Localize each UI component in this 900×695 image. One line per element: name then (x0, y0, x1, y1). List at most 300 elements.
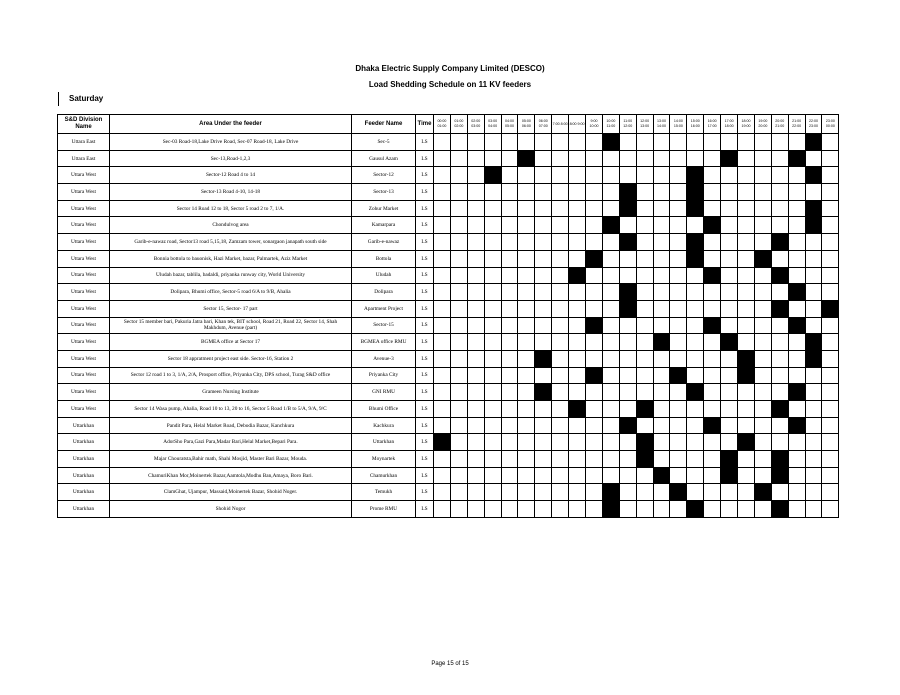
shedding-slot-cell (771, 451, 788, 468)
slot-cell (754, 200, 771, 217)
division-cell: Uttara West (58, 184, 110, 201)
time-slot-header: 14:00 15:00 (670, 115, 687, 134)
slot-cell (653, 234, 670, 251)
slot-cell (653, 501, 670, 518)
slot-cell (670, 451, 687, 468)
slot-cell (484, 134, 501, 151)
slot-cell (450, 467, 467, 484)
slot-cell (636, 384, 653, 401)
slot-cell (434, 234, 451, 251)
slot-cell (434, 484, 451, 501)
slot-cell (721, 250, 738, 267)
shedding-slot-cell (738, 434, 755, 451)
time-cell: LS (416, 234, 434, 251)
slot-cell (822, 401, 839, 418)
slot-cell (569, 384, 586, 401)
slot-cell (552, 451, 569, 468)
slot-cell (822, 167, 839, 184)
time-slot-header: 18:00 19:00 (738, 115, 755, 134)
slot-cell (484, 401, 501, 418)
slot-cell (450, 350, 467, 367)
division-cell: Uttara West (58, 350, 110, 367)
slot-cell (805, 250, 822, 267)
slot-cell (738, 484, 755, 501)
slot-cell (822, 484, 839, 501)
slot-cell (670, 317, 687, 334)
slot-cell (822, 250, 839, 267)
time-cell: LS (416, 467, 434, 484)
area-cell: Chondulvog area (110, 217, 352, 234)
slot-cell (754, 501, 771, 518)
slot-cell (535, 367, 552, 384)
table-row (58, 401, 839, 418)
slot-cell (738, 300, 755, 317)
slot-cell (586, 167, 603, 184)
slot-cell (450, 267, 467, 284)
header-row (58, 115, 839, 134)
slot-cell (754, 350, 771, 367)
slot-cell (450, 401, 467, 418)
time-slot-header: 10:00 11:00 (602, 115, 619, 134)
feeder-cell: Sec-5 (352, 134, 416, 151)
slot-cell (771, 184, 788, 201)
shedding-slot-cell (687, 250, 704, 267)
shedding-slot-cell (721, 150, 738, 167)
slot-cell (687, 150, 704, 167)
table-row (58, 384, 839, 401)
slot-cell (636, 300, 653, 317)
shedding-slot-cell (535, 384, 552, 401)
slot-cell (721, 134, 738, 151)
slot-cell (636, 200, 653, 217)
feeder-cell: Uludah (352, 267, 416, 284)
slot-cell (569, 284, 586, 301)
slot-cell (586, 234, 603, 251)
time-cell: LS (416, 150, 434, 167)
shedding-slot-cell (788, 284, 805, 301)
slot-cell (434, 150, 451, 167)
slot-cell (518, 200, 535, 217)
slot-cell (569, 317, 586, 334)
slot-cell (636, 417, 653, 434)
slot-cell (535, 150, 552, 167)
slot-cell (771, 384, 788, 401)
slot-cell (771, 217, 788, 234)
slot-cell (704, 167, 721, 184)
slot-cell (721, 300, 738, 317)
slot-cell (670, 250, 687, 267)
area-cell: Dolipara, Bhumi office, Sector-5 road 6/A to 9/B, Ahalia (110, 284, 352, 301)
slot-cell (552, 367, 569, 384)
slot-cell (788, 451, 805, 468)
division-cell: Uttara West (58, 300, 110, 317)
slot-cell (586, 200, 603, 217)
slot-cell (687, 467, 704, 484)
shedding-slot-cell (518, 150, 535, 167)
slot-cell (721, 367, 738, 384)
slot-cell (822, 217, 839, 234)
time-slot-header: 9:00 10:00 (586, 115, 603, 134)
slot-cell (501, 367, 518, 384)
slot-cell (467, 417, 484, 434)
slot-cell (771, 200, 788, 217)
slot-cell (501, 467, 518, 484)
slot-cell (687, 434, 704, 451)
slot-cell (687, 267, 704, 284)
slot-cell (586, 501, 603, 518)
slot-cell (619, 217, 636, 234)
shedding-slot-cell (687, 501, 704, 518)
slot-cell (501, 434, 518, 451)
column-header-feeder: Feeder Name (352, 115, 416, 134)
slot-cell (788, 484, 805, 501)
slot-cell (636, 484, 653, 501)
slot-cell (619, 434, 636, 451)
slot-cell (754, 234, 771, 251)
slot-cell (788, 300, 805, 317)
shedding-slot-cell (569, 401, 586, 418)
slot-cell (569, 451, 586, 468)
shedding-slot-cell (771, 467, 788, 484)
time-slot-header: 20:00 21:00 (771, 115, 788, 134)
slot-cell (586, 467, 603, 484)
shedding-slot-cell (687, 184, 704, 201)
slot-cell (805, 300, 822, 317)
shedding-slot-cell (704, 217, 721, 234)
slot-cell (721, 401, 738, 418)
slot-cell (535, 267, 552, 284)
slot-cell (501, 200, 518, 217)
slot-cell (754, 467, 771, 484)
slot-cell (653, 367, 670, 384)
division-cell: Uttara West (58, 284, 110, 301)
slot-cell (619, 384, 636, 401)
slot-cell (535, 284, 552, 301)
slot-cell (602, 334, 619, 351)
slot-cell (636, 134, 653, 151)
slot-cell (569, 217, 586, 234)
slot-cell (687, 451, 704, 468)
slot-cell (467, 467, 484, 484)
shedding-slot-cell (687, 234, 704, 251)
shedding-slot-cell (619, 184, 636, 201)
slot-cell (738, 200, 755, 217)
shedding-slot-cell (805, 334, 822, 351)
slot-cell (467, 501, 484, 518)
slot-cell (738, 234, 755, 251)
slot-cell (586, 334, 603, 351)
division-cell: Uttara West (58, 234, 110, 251)
shedding-slot-cell (602, 484, 619, 501)
slot-cell (484, 234, 501, 251)
feeder-cell: Sector-13 (352, 184, 416, 201)
slot-cell (822, 367, 839, 384)
time-slot-header: 01:00 02:00 (450, 115, 467, 134)
slot-cell (552, 401, 569, 418)
slot-cell (434, 417, 451, 434)
slot-cell (788, 217, 805, 234)
time-slot-header: 17:00 18:00 (721, 115, 738, 134)
slot-cell (434, 134, 451, 151)
slot-cell (602, 267, 619, 284)
shedding-slot-cell (771, 401, 788, 418)
slot-cell (670, 200, 687, 217)
time-cell: LS (416, 267, 434, 284)
slot-cell (450, 484, 467, 501)
slot-cell (467, 250, 484, 267)
feeder-cell: Moynartek (352, 451, 416, 468)
slot-cell (653, 384, 670, 401)
slot-cell (434, 300, 451, 317)
slot-cell (484, 434, 501, 451)
slot-cell (535, 501, 552, 518)
slot-cell (518, 451, 535, 468)
slot-cell (721, 501, 738, 518)
time-cell: LS (416, 484, 434, 501)
slot-cell (653, 150, 670, 167)
slot-cell (653, 267, 670, 284)
shedding-slot-cell (721, 467, 738, 484)
shedding-slot-cell (602, 217, 619, 234)
feeder-cell: Bhumi Office (352, 401, 416, 418)
feeder-cell: Garib-e-nawaz (352, 234, 416, 251)
slot-cell (450, 384, 467, 401)
slot-cell (670, 350, 687, 367)
slot-cell (704, 401, 721, 418)
slot-cell (518, 234, 535, 251)
slot-cell (653, 217, 670, 234)
slot-cell (501, 267, 518, 284)
slot-cell (484, 334, 501, 351)
division-cell: Uttarkhan (58, 501, 110, 518)
slot-cell (754, 150, 771, 167)
time-cell: LS (416, 401, 434, 418)
shedding-slot-cell (721, 334, 738, 351)
feeder-cell: Bottola (352, 250, 416, 267)
area-cell: Sector 14 Road 12 to 18, Sector 5 road 2 to 7, 1/A. (110, 200, 352, 217)
table-row (58, 417, 839, 434)
slot-cell (450, 284, 467, 301)
slot-cell (552, 467, 569, 484)
slot-cell (501, 501, 518, 518)
slot-cell (771, 434, 788, 451)
slot-cell (501, 184, 518, 201)
shedding-slot-cell (653, 334, 670, 351)
slot-cell (586, 150, 603, 167)
slot-cell (552, 167, 569, 184)
time-slot-header: 7:00 8:00 (552, 115, 569, 134)
slot-cell (518, 317, 535, 334)
division-cell: Uttara West (58, 401, 110, 418)
slot-cell (822, 434, 839, 451)
slot-cell (467, 284, 484, 301)
feeder-cell: Gausul Azam (352, 150, 416, 167)
slot-cell (552, 200, 569, 217)
slot-cell (552, 250, 569, 267)
slot-cell (586, 217, 603, 234)
slot-cell (687, 134, 704, 151)
slot-cell (822, 317, 839, 334)
slot-cell (704, 501, 721, 518)
shedding-slot-cell (619, 234, 636, 251)
slot-cell (535, 467, 552, 484)
slot-cell (569, 150, 586, 167)
slot-cell (586, 484, 603, 501)
slot-cell (569, 417, 586, 434)
time-cell: LS (416, 417, 434, 434)
slot-cell (467, 401, 484, 418)
slot-cell (569, 434, 586, 451)
slot-cell (501, 300, 518, 317)
shedding-slot-cell (738, 350, 755, 367)
feeder-cell: Uttarkhan (352, 434, 416, 451)
slot-cell (754, 267, 771, 284)
slot-cell (602, 200, 619, 217)
slot-cell (552, 134, 569, 151)
slot-cell (434, 284, 451, 301)
time-cell: LS (416, 200, 434, 217)
slot-cell (805, 234, 822, 251)
slot-cell (602, 467, 619, 484)
division-cell: Uttara West (58, 367, 110, 384)
slot-cell (704, 134, 721, 151)
table-row (58, 467, 839, 484)
slot-cell (552, 501, 569, 518)
slot-cell (805, 367, 822, 384)
slot-cell (704, 350, 721, 367)
slot-cell (586, 384, 603, 401)
table-row (58, 184, 839, 201)
division-cell: Uttara East (58, 150, 110, 167)
slot-cell (501, 384, 518, 401)
slot-cell (450, 367, 467, 384)
shedding-slot-cell (602, 134, 619, 151)
slot-cell (805, 284, 822, 301)
slot-cell (434, 501, 451, 518)
slot-cell (704, 384, 721, 401)
slot-cell (518, 484, 535, 501)
slot-cell (467, 384, 484, 401)
shedding-slot-cell (484, 167, 501, 184)
slot-cell (586, 401, 603, 418)
slot-cell (687, 334, 704, 351)
slot-cell (484, 150, 501, 167)
time-slot-header: 12:00 13:00 (636, 115, 653, 134)
slot-cell (535, 167, 552, 184)
slot-cell (467, 334, 484, 351)
shedding-slot-cell (771, 267, 788, 284)
area-cell: Majar Chouratsta,Bahir math, Shahi Mosjid, Master Bari Bazar, Mouda. (110, 451, 352, 468)
slot-cell (636, 150, 653, 167)
slot-cell (687, 317, 704, 334)
slot-cell (738, 284, 755, 301)
table-row (58, 167, 839, 184)
slot-cell (738, 451, 755, 468)
slot-cell (450, 501, 467, 518)
slot-cell (788, 234, 805, 251)
schedule-subtitle: Load Shedding Schedule on 11 KV feeders (368, 80, 532, 89)
slot-cell (535, 401, 552, 418)
shedding-slot-cell (619, 200, 636, 217)
slot-cell (653, 434, 670, 451)
slot-cell (450, 250, 467, 267)
table-row (58, 134, 839, 151)
slot-cell (518, 417, 535, 434)
slot-cell (805, 417, 822, 434)
shedding-slot-cell (822, 300, 839, 317)
table-row (58, 317, 839, 334)
shedding-slot-cell (788, 384, 805, 401)
slot-cell (450, 234, 467, 251)
slot-cell (518, 267, 535, 284)
page-number: Page 15 of 15 (431, 661, 469, 667)
feeder-cell: Prome RMU (352, 501, 416, 518)
table-row (58, 501, 839, 518)
slot-cell (619, 467, 636, 484)
slot-cell (653, 184, 670, 201)
company-title: Dhaka Electric Supply Company Limited (DESCO) (355, 64, 545, 73)
slot-cell (484, 501, 501, 518)
area-cell: Sector-13 Road 4-10, 14-18 (110, 184, 352, 201)
slot-cell (552, 150, 569, 167)
slot-cell (788, 350, 805, 367)
time-slot-header: 02:00 03:00 (467, 115, 484, 134)
slot-cell (552, 350, 569, 367)
slot-cell (467, 200, 484, 217)
slot-cell (805, 467, 822, 484)
shedding-slot-cell (805, 134, 822, 151)
time-slot-header: 8:00 9:00 (569, 115, 586, 134)
slot-cell (501, 250, 518, 267)
time-slot-header: 06:00 07:00 (535, 115, 552, 134)
shedding-slot-cell (805, 350, 822, 367)
slot-cell (822, 350, 839, 367)
slot-cell (450, 217, 467, 234)
slot-cell (552, 217, 569, 234)
time-slot-header: 11:00 12:00 (619, 115, 636, 134)
slot-cell (754, 167, 771, 184)
slot-cell (535, 234, 552, 251)
slot-cell (788, 267, 805, 284)
slot-cell (721, 384, 738, 401)
time-cell: LS (416, 334, 434, 351)
slot-cell (535, 217, 552, 234)
division-cell: Uttara East (58, 134, 110, 151)
slot-cell (754, 401, 771, 418)
slot-cell (484, 451, 501, 468)
division-cell: Uttara West (58, 200, 110, 217)
shedding-slot-cell (754, 250, 771, 267)
slot-cell (805, 150, 822, 167)
slot-cell (771, 150, 788, 167)
slot-cell (788, 434, 805, 451)
slot-cell (805, 184, 822, 201)
shedding-slot-cell (738, 367, 755, 384)
slot-cell (636, 334, 653, 351)
slot-cell (704, 434, 721, 451)
division-cell: Uttarkhan (58, 417, 110, 434)
slot-cell (602, 317, 619, 334)
time-cell: LS (416, 284, 434, 301)
slot-cell (602, 300, 619, 317)
slot-cell (704, 467, 721, 484)
slot-cell (704, 300, 721, 317)
slot-cell (738, 334, 755, 351)
slot-cell (619, 367, 636, 384)
slot-cell (467, 350, 484, 367)
slot-cell (771, 317, 788, 334)
slot-cell (636, 367, 653, 384)
